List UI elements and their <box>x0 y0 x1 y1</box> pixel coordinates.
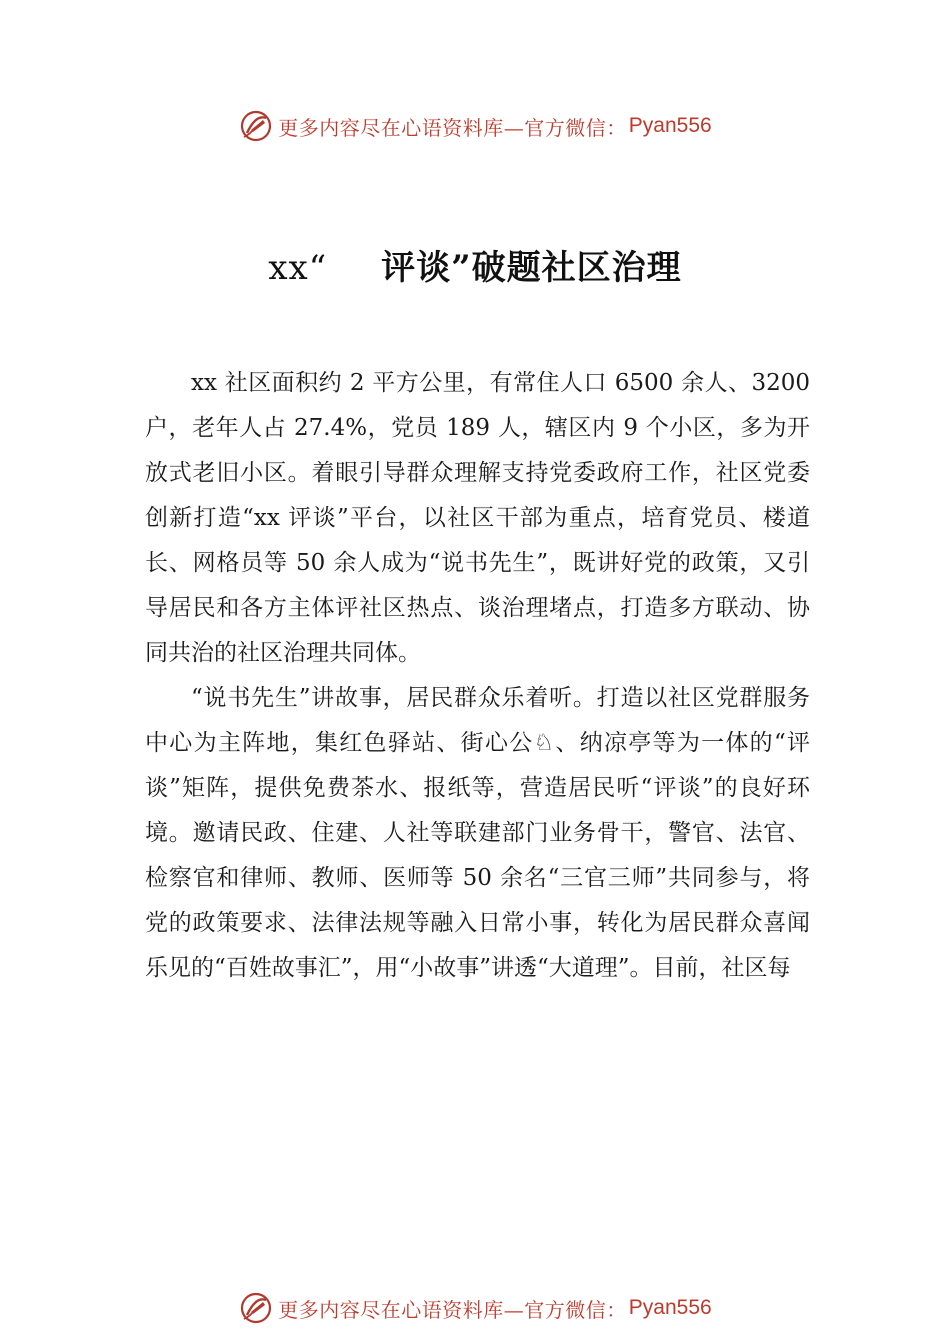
title-prefix: xx“ <box>268 248 328 288</box>
wechat-id: Pyan556 <box>628 1296 712 1319</box>
pen-logo-icon <box>238 1290 274 1326</box>
title-main: 评谈”破题社区治理 <box>381 248 682 288</box>
footer-watermark-banner <box>0 1288 950 1328</box>
banner-text: 更多内容尽在心语资料库—官方微信： <box>278 115 627 140</box>
banner-text: 更多内容尽在心语资料库—官方微信： <box>278 1297 627 1322</box>
document-body <box>145 361 810 991</box>
paragraph-1: xx 社区面积约 2 平方公里，有常住人口 6500 余人、3200 户，老年人占 27.4%，党员 189 人，辖区内 9 个小区，多为开放式老旧小区。着眼引导群众理解支持党委政府工作，社区党委创新打造“xx 评谈”平台，以社区干部为重点，培育党员、楼道长、网格员等 50 余人成为“说书先生”，既讲好党的政策，又引导居民和各方主体评社区热点、谈治理堵点，打造多方联动、协同共治的社区治理共同体。 <box>145 370 810 666</box>
document-title <box>0 240 950 289</box>
pen-logo-icon <box>238 108 274 144</box>
paragraph-2: “说书先生”讲故事，居民群众乐着听。打造以社区党群服务中心为主阵地，集红色驿站、街心公♘、纳凉亭等为一体的“评谈”矩阵，提供免费茶水、报纸等，营造居民听“评谈”的良好环境。邀请民政、住建、人社等联建部门业务骨干，警官、法官、检察官和律师、教师、医师等 50 余名“三官三师”共同参与，将党的政策要求、法律法规等融入日常小事，转化为居民群众喜闻乐见的“百姓故事汇”，用“小故事”讲透“大道理”。目前，社区每 <box>145 685 810 981</box>
wechat-id: Pyan556 <box>628 114 712 137</box>
header-watermark-banner <box>0 106 950 146</box>
